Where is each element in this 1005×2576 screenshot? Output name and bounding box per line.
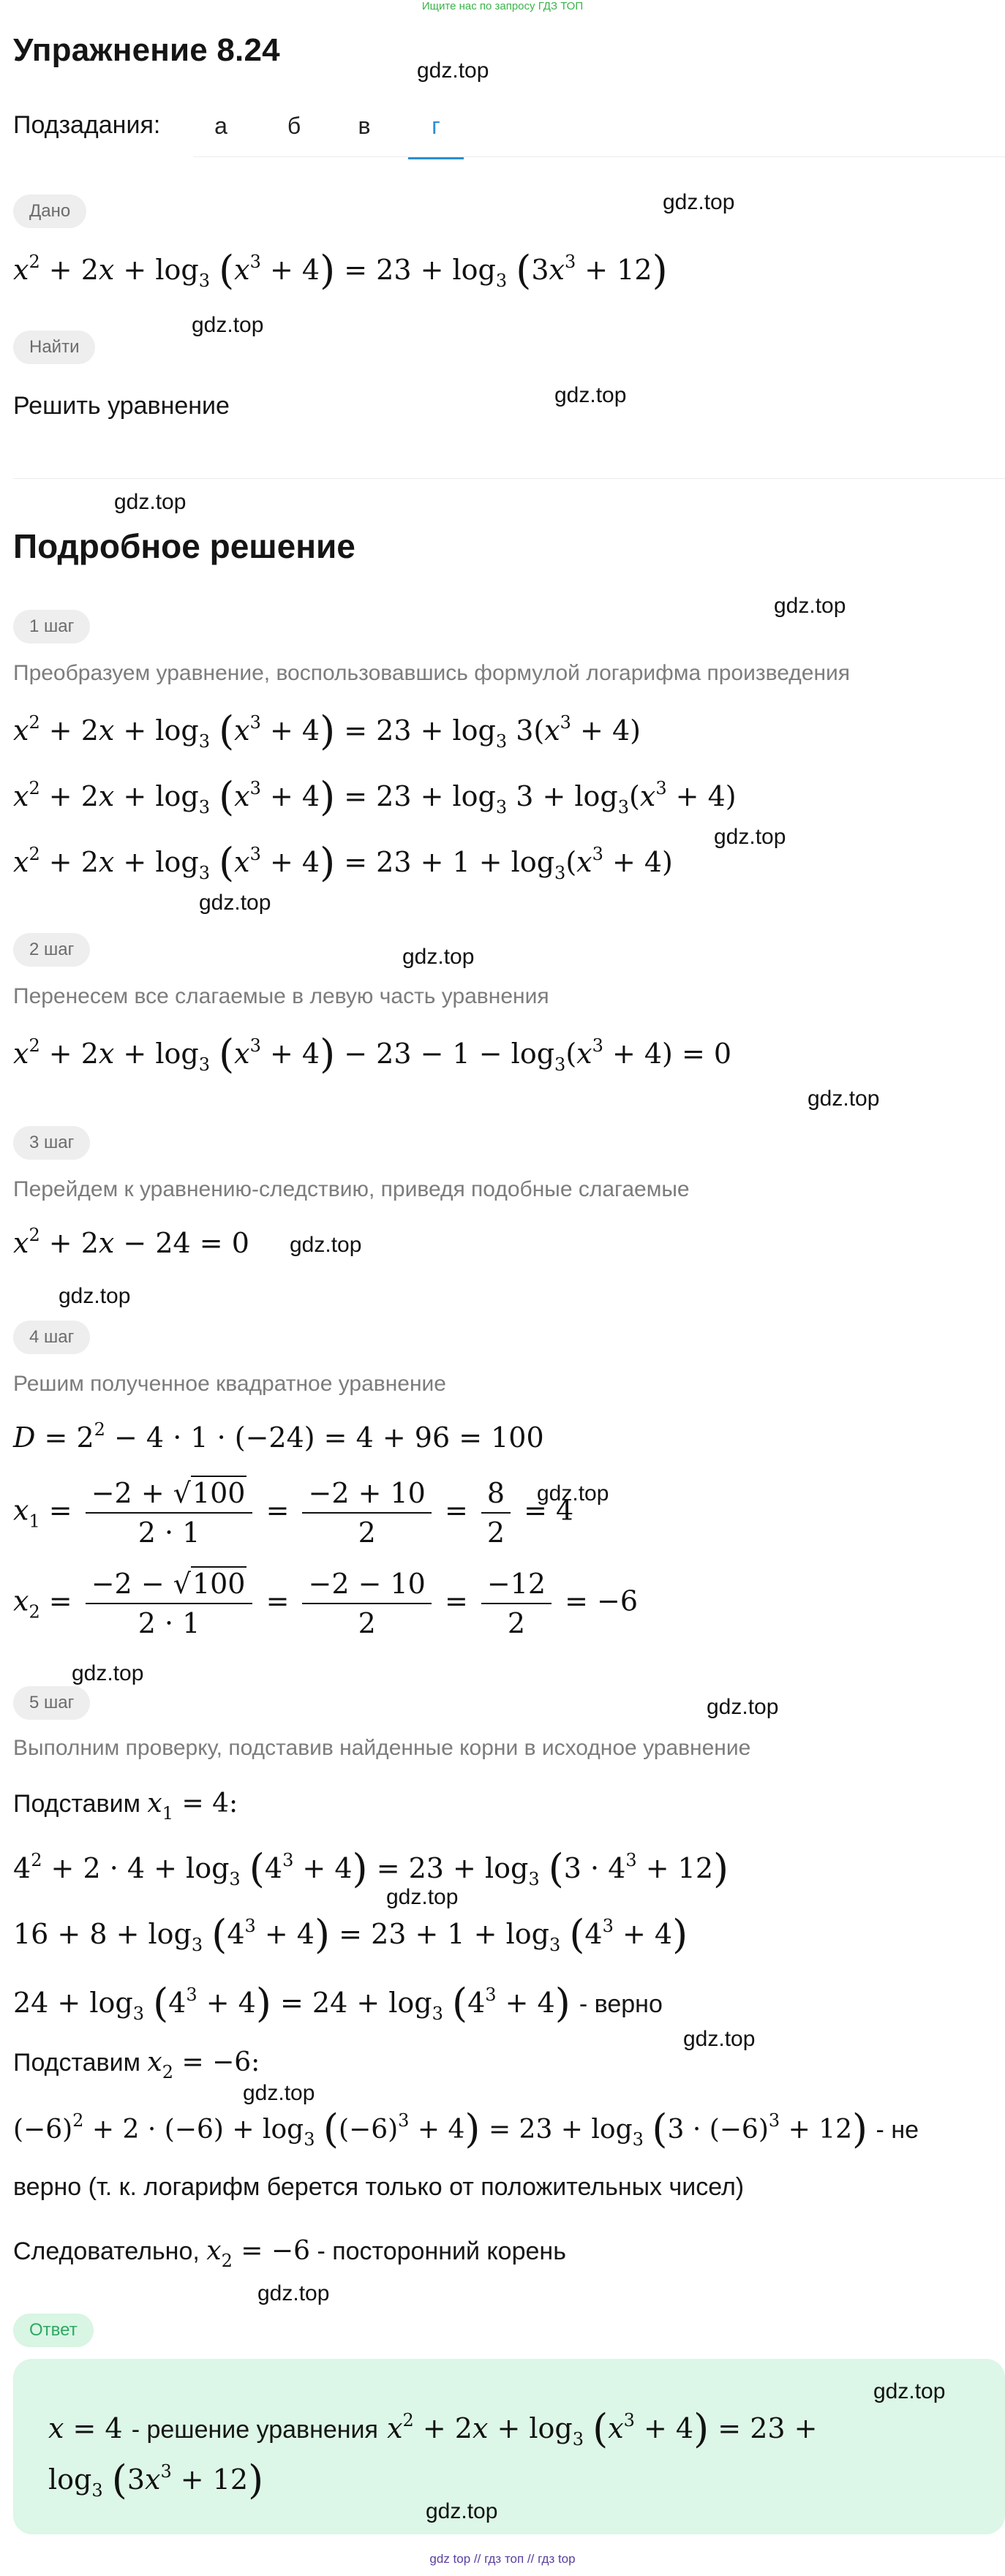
step-2-eq: $x^2 + 2x + \log_3 (x^3 + 4) - 23 - 1 - \log_3(x^3 + 4) = 0$ [13,1031,732,1077]
check-x1-eq-2: $16 + 8 + \log_3 (4^3 + 4) = 23 + 1 + \log_3 (4^3 + 4)$ [13,1911,688,1957]
false-note: - не [876,2116,919,2144]
tabs-divider [193,156,1005,157]
watermark: gdz.top [199,891,271,915]
answer-text: - решение уравнения [131,2416,378,2444]
watermark: gdz.top [386,1885,459,1909]
find-text: Решить уравнение [13,392,230,420]
conclusion-suffix: - посторонний корень [317,2237,566,2265]
watermark: gdz.top [402,945,475,969]
watermark: gdz.top [683,2027,756,2051]
watermark: gdz.top [192,313,264,337]
step-3-badge: 3 шаг [13,1126,90,1160]
conclusion: Следовательно, $x_2 = -6$ - посторонний корень [13,2236,566,2271]
footer-links[interactable]: gdz top // гдз топ // гдз top [429,2552,576,2566]
watermark: gdz.top [290,1233,362,1257]
true-note: - верно [579,1990,663,2018]
watermark: gdz.top [243,2081,315,2105]
find-badge: Найти [13,331,95,364]
answer-badge: Ответ [13,2314,94,2347]
watermark: gdz.top [774,594,846,618]
step-2-text: Перенесем все слагаемые в левую часть уравнения [13,984,549,1008]
given-equation: $x^2 + 2x + \log_3 (x^3 + 4) = 23 + \log_3 (3x^3 + 12)$ [13,247,668,293]
tab-a[interactable]: а [214,113,227,139]
section-divider [13,478,1005,479]
subtasks-label: Подзадания: [13,111,161,139]
step-3-eq: $x^2 + 2x - 24 = 0$ [13,1225,249,1259]
substitute-x2: Подставим $x_2 = -6$: [13,2047,260,2082]
watermark: gdz.top [537,1481,609,1506]
watermark: gdz.top [707,1695,779,1719]
step-4-text: Решим полученное квадратное уравнение [13,1372,446,1396]
step-1-eq-3: $x^2 + 2x + \log_3 (x^3 + 4) = 23 + 1 + \log_3(x^3 + 4)$ [13,839,673,885]
step-3-text: Перейдем к уравнению-следствию, приведя подобные слагаемые [13,1177,690,1201]
watermark: gdz.top [714,825,786,849]
step-2-badge: 2 шаг [13,933,90,967]
tab-g[interactable]: г [408,95,464,159]
tab-b[interactable]: б [287,113,301,139]
watermark: gdz.top [114,490,187,514]
discriminant-eq: $D = 2^2 - 4 \cdot 1 \cdot (-24) = 4 + 96 = 100$ [13,1419,544,1454]
step-1-text: Преобразуем уравнение, воспользовавшись формулой логарифма произведения [13,661,851,685]
step-5-text: Выполним проверку, подставив найденные корни в исходное уравнение [13,1736,751,1760]
watermark: gdz.top [72,1661,144,1685]
answer-line-1: x = 4 - решение уравнения $x^2 + 2x + \log_3 (x^3 + 4) = 23$ + [48,2406,818,2452]
top-banner[interactable]: Ищите нас по запросу ГДЗ ТОП [421,0,584,12]
root-x1-eq: $x_1$ = $\frac{-2 + √100}{2 \cdot 1}$ = $\frac{-2 + 10}{2}$ = $\frac{8}{2}$ = 4 [13,1477,574,1549]
answer-line-2: $\log_3 (3x^3 + 12)$ [48,2457,264,2503]
check-x1-eq-1: $4^2 + 2 \cdot 4 + \log_3 (4^3 + 4) = 23 + \log_3 (3 \cdot 4^3 + 12)$ [13,1846,729,1892]
step-1-badge: 1 шаг [13,610,90,643]
page-title: Упражнение 8.24 [13,32,280,68]
step-1-eq-1: $x^2 + 2x + \log_3 (x^3 + 4) = 23 + \log_3 3(x^3 + 4)$ [13,708,641,754]
substitute-x2-label: Подставим [13,2049,140,2077]
watermark: gdz.top [426,2499,498,2523]
solution-title: Подробное решение [13,527,355,565]
root-x2-eq: $x_2$ = $\frac{-2 - √100}{2 \cdot 1}$ = $\frac{-2 - 10}{2}$ = $\frac{-12}{2}$ = −6 [13,1568,639,1639]
watermark: gdz.top [554,383,627,407]
step-5-badge: 5 шаг [13,1686,90,1720]
watermark: gdz.top [59,1284,131,1308]
tab-v[interactable]: в [358,113,371,139]
false-note-cont: верно (т. к. логарифм берется только от положительных чисел) [13,2173,745,2201]
watermark: gdz.top [873,2379,946,2403]
step-4-badge: 4 шаг [13,1321,90,1354]
substitute-x1-label: Подставим [13,1790,140,1818]
check-x2-eq: $(-6)^2 + 2 \cdot (-6) + \log_3 ((-6)^3 + 4) = 23 + \log_3 (3 \cdot (-6)^3 + 12)$ - не [13,2106,919,2152]
conclusion-prefix: Следовательно, [13,2237,200,2265]
check-x1-eq-3: $24 + \log_3 (4^3 + 4) = 24 + \log_3 (4^3 + 4)$ - верно [13,1980,663,2026]
step-1-eq-2: $x^2 + 2x + \log_3 (x^3 + 4) = 23 + \log_3 3 + \log_3(x^3 + 4)$ [13,774,737,820]
watermark: gdz.top [808,1087,880,1111]
given-badge: Дано [13,194,86,228]
watermark: gdz.top [663,190,735,214]
watermark: gdz.top [417,58,489,83]
subtask-tabs [193,95,471,158]
substitute-x1: Подставим $x_1 = 4$: [13,1789,238,1824]
watermark: gdz.top [257,2281,330,2305]
